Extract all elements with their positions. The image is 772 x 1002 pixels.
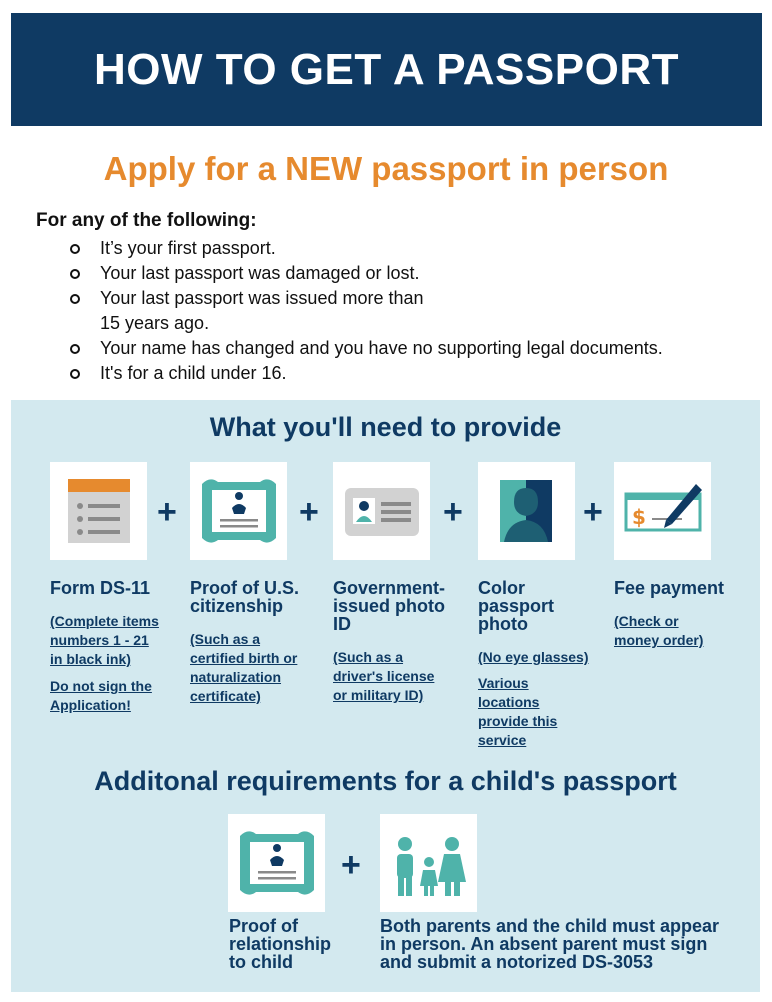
provide-title: What you'll need to provide	[209, 412, 562, 442]
form-title: Form DS-11	[50, 578, 151, 598]
portrait-icon	[478, 462, 575, 560]
list-item-continuation: 15 years ago.	[100, 313, 210, 333]
family-icon	[380, 814, 477, 912]
header-banner	[11, 13, 762, 126]
citizenship-title: Proof of U.S. citizenship	[190, 578, 299, 616]
passport-photo-title: Color passport photo	[478, 578, 555, 634]
fee-note: (Check or money order)	[614, 613, 704, 648]
photo-locations-note: Various locations provide this service	[478, 675, 558, 748]
list-item: Your last passport was issued more than	[68, 286, 756, 311]
plus-icon: +	[443, 493, 463, 531]
photo-glasses-note: (No eye glasses)	[478, 649, 589, 665]
fee-title: Fee payment	[614, 578, 725, 598]
certificate-tile	[190, 462, 287, 560]
plus-icon: +	[299, 493, 319, 531]
form-tile	[50, 462, 147, 560]
list-item: Your last passport was damaged or lost.	[68, 261, 756, 286]
form-icon	[50, 462, 147, 560]
subtitle: Apply for a NEW passport in person	[103, 150, 669, 187]
form-warning-note: Do not sign the Application!	[50, 678, 152, 713]
certificate-icon	[190, 462, 287, 560]
id-card-tile	[333, 462, 430, 560]
plus-icon: +	[157, 493, 177, 531]
form-note: (Complete items numbers 1 - 21 in black ink)	[50, 613, 159, 667]
plus-icon: +	[583, 493, 603, 531]
relationship-tile	[228, 814, 325, 912]
list-item: It’s your first passport.	[68, 236, 756, 261]
portrait-tile	[478, 462, 575, 560]
photo-id-note: (Such as a driver's license or military ID)	[333, 649, 435, 703]
list-item: Your name has changed and you have no supporting legal documents.	[68, 336, 756, 361]
certificate-icon	[228, 814, 325, 912]
page-title: HOW TO GET A PASSPORT	[94, 44, 679, 94]
check-icon	[614, 462, 711, 560]
intro-lead: For any of the following:	[36, 210, 257, 231]
svg-text:$: $	[632, 505, 646, 529]
requirements-list	[36, 236, 756, 386]
id-card-icon	[333, 462, 430, 560]
relationship-title: Proof of relationship to child	[229, 916, 332, 972]
child-requirements-title: Additonal requirements for a child's passport	[94, 766, 677, 796]
citizenship-note: (Such as a certified birth or naturalization certificate)	[190, 631, 298, 704]
plus-icon: +	[341, 846, 361, 884]
list-item: It's for a child under 16.	[68, 361, 756, 386]
photo-id-title: Government- issued photo ID	[333, 578, 446, 634]
check-tile	[614, 462, 711, 560]
requirements-panel	[11, 400, 760, 992]
intro-section	[36, 210, 756, 386]
parents-requirement-title: Both parents and the child must appear in person. An absent parent must sign and submit a notorized DS-3053	[380, 916, 720, 972]
family-tile	[380, 814, 477, 912]
